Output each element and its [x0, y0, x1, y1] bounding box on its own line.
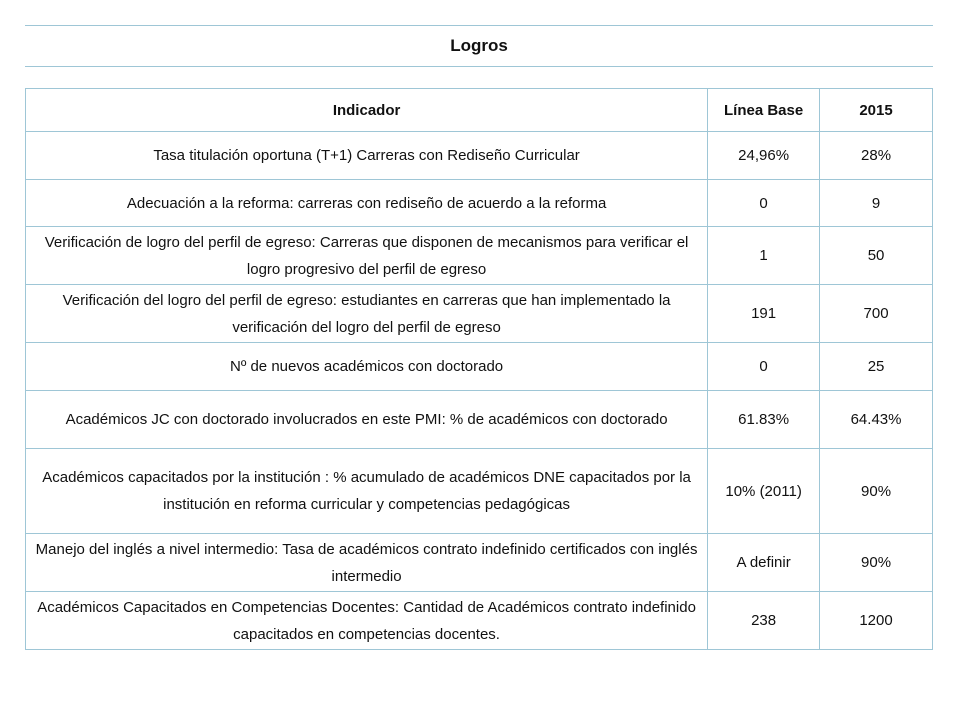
- table-row: [26, 180, 933, 227]
- target-2015-cell: 90%: [820, 534, 933, 592]
- target-2015-cell: 28%: [820, 132, 933, 180]
- indicator-cell: Académicos Capacitados en Competencias Docentes: Cantidad de Académicos contrato indefinido capacitados en competencias docentes.: [26, 592, 708, 650]
- baseline-cell: 1: [708, 227, 820, 285]
- indicator-cell: Nº de nuevos académicos con doctorado: [26, 343, 708, 391]
- target-2015-cell: 90%: [820, 449, 933, 534]
- header-baseline: Línea Base: [708, 89, 820, 132]
- indicator-cell: Verificación de logro del perfil de egreso: Carreras que disponen de mecanismos para verificar el logro progresivo del perfil de egreso: [26, 227, 708, 285]
- logros-table: [25, 88, 933, 650]
- table-row: [26, 534, 933, 592]
- baseline-cell: A definir: [708, 534, 820, 592]
- target-2015-cell: 64.43%: [820, 391, 933, 449]
- target-2015-cell: 50: [820, 227, 933, 285]
- target-2015-cell: 9: [820, 180, 933, 227]
- baseline-cell: 0: [708, 343, 820, 391]
- indicator-cell: Verificación del logro del perfil de egreso: estudiantes en carreras que han implementado la verificación del logro del perfil de egreso: [26, 285, 708, 343]
- page-title: Logros: [450, 36, 508, 55]
- header-indicator: Indicador: [26, 89, 708, 132]
- baseline-cell: 238: [708, 592, 820, 650]
- table-header-row: [26, 89, 933, 132]
- table-row: [26, 391, 933, 449]
- baseline-cell: 61.83%: [708, 391, 820, 449]
- table-row: [26, 227, 933, 285]
- target-2015-cell: 1200: [820, 592, 933, 650]
- table-row: [26, 285, 933, 343]
- target-2015-cell: 700: [820, 285, 933, 343]
- indicator-cell: Académicos capacitados por la institución : % acumulado de académicos DNE capacitados por la institución en reforma curricular y competencias pedagógicas: [26, 449, 708, 534]
- title-bar: [25, 25, 933, 67]
- table-row: [26, 343, 933, 391]
- baseline-cell: 24,96%: [708, 132, 820, 180]
- header-2015: 2015: [820, 89, 933, 132]
- indicator-cell: Adecuación a la reforma: carreras con rediseño de acuerdo a la reforma: [26, 180, 708, 227]
- target-2015-cell: 25: [820, 343, 933, 391]
- indicator-cell: Tasa titulación oportuna (T+1) Carreras con Rediseño Curricular: [26, 132, 708, 180]
- baseline-cell: 0: [708, 180, 820, 227]
- table-row: [26, 449, 933, 534]
- indicator-cell: Manejo del inglés a nivel intermedio: Tasa de académicos contrato indefinido certificados con inglés intermedio: [26, 534, 708, 592]
- table-row: [26, 592, 933, 650]
- table-row: [26, 132, 933, 180]
- baseline-cell: 10% (2011): [708, 449, 820, 534]
- baseline-cell: 191: [708, 285, 820, 343]
- indicator-cell: Académicos JC con doctorado involucrados en este PMI: % de académicos con doctorado: [26, 391, 708, 449]
